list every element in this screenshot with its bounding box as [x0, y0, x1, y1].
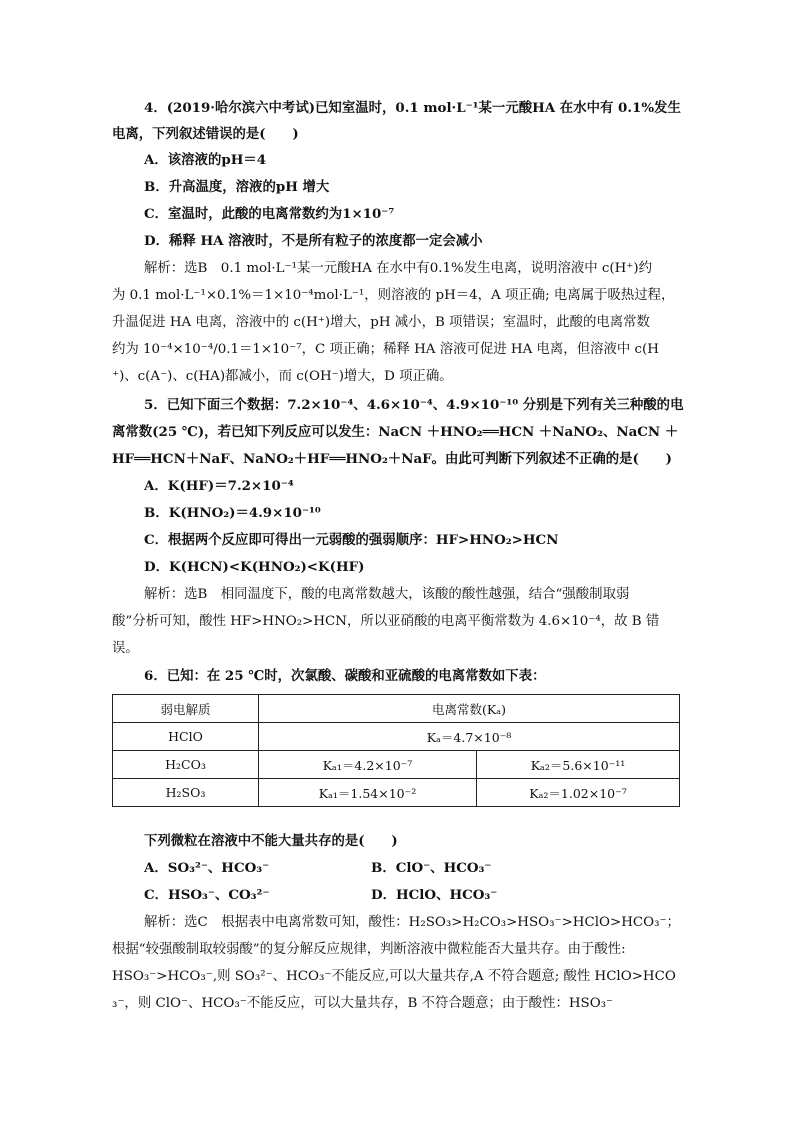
q6-option-a: A．SO₃²⁻、HCO₃⁻: [144, 860, 270, 876]
q5-stem-line1: 5．已知下面三个数据：7.2×10⁻⁴、4.6×10⁻⁴、4.9×10⁻¹⁰ 分别是下列有关三种酸的电: [144, 397, 684, 413]
q5-stem-line3: HF══HCN＋NaF、NaNO₂＋HF══HNO₂＋NaF。由此可判断下列叙述不正确的是( ): [112, 451, 672, 467]
q6-analysis-line2: 根据“较强酸制取较弱酸”的复分解反应规律，判断溶液中微粒能否大量共存。由于酸性:: [112, 942, 626, 957]
q5-option-c: C．根据两个反应即可得出一元弱酸的强弱顺序：HF>HNO₂>HCN: [144, 532, 559, 548]
table-header-cell: 弱电解质: [113, 695, 259, 723]
q6-analysis-line3: HSO₃⁻>HCO₃⁻,则 SO₃²⁻、HCO₃⁻不能反应,可以大量共存,A 不符合题意; 酸性 HClO>HCO: [112, 969, 676, 984]
q4-stem-line2: 电离，下列叙述错误的是( ): [112, 126, 299, 142]
q4-stem-line1: 4．(2019·哈尔滨六中考试)已知室温时，0.1 mol·L⁻¹某一元酸HA 在水中有 0.1%发生: [144, 100, 681, 116]
q6-option-b: B．ClO⁻、HCO₃⁻: [371, 860, 492, 876]
q4-option-b: B．升高温度，溶液的pH 增大: [144, 179, 330, 195]
q6-question: 下列微粒在溶液中不能大量共存的是( ): [144, 833, 398, 849]
table-cell: Kₐ₂＝5.6×10⁻¹¹: [477, 751, 680, 779]
q5-option-d: D．K(HCN)<K(HNO₂)<K(HF): [144, 559, 365, 575]
q4-analysis-line4: 约为 10⁻⁴×10⁻⁴/0.1＝1×10⁻⁷，C 项正确；稀释 HA 溶液可促进 HA 电离，但溶液中 c(H: [112, 342, 659, 357]
q6-analysis-line4: ₃⁻，则 ClO⁻、HCO₃⁻不能反应，可以大量共存，B 不符合题意；由于酸性：HSO₃⁻: [112, 996, 614, 1011]
q4-analysis-line3: 升温促进 HA 电离，溶液中的 c(H⁺)增大，pH 减小，B 项错误；室温时，此酸的电离常数: [112, 315, 650, 330]
q4-option-d: D．稀释 HA 溶液时，不是所有粒子的浓度都一定会减小: [144, 233, 483, 249]
table-cell: Kₐ＝4.7×10⁻⁸: [259, 723, 680, 751]
q4-analysis-line2: 为 0.1 mol·L⁻¹×0.1%＝1×10⁻⁴mol·L⁻¹，则溶液的 pH＝4，A 项正确; 电离属于吸热过程，: [112, 288, 675, 303]
table-cell: Kₐ₂＝1.02×10⁻⁷: [477, 779, 680, 807]
table-cell: HClO: [113, 723, 259, 751]
q5-option-a: A．K(HF)＝7.2×10⁻⁴: [144, 478, 294, 494]
table-cell: H₂CO₃: [113, 751, 259, 779]
q5-option-b: B．K(HNO₂)＝4.9×10⁻¹⁰: [144, 505, 321, 521]
q6-stem: 6．已知：在 25 ℃时，次氯酸、碳酸和亚硫酸的电离常数如下表：: [144, 668, 546, 684]
table-row: [113, 723, 680, 751]
table-cell: Kₐ₁＝1.54×10⁻²: [259, 779, 477, 807]
ionization-constant-table: [112, 694, 680, 807]
q5-analysis-line1: 解析：选B 相同温度下，酸的电离常数越大，该酸的酸性越强，结合“强酸制取弱: [144, 587, 630, 602]
q5-analysis-line3: 误。: [112, 641, 139, 656]
table-header-row: [113, 695, 680, 723]
q6-analysis-line1: 解析：选C 根据表中电离常数可知，酸性：H₂SO₃>H₂CO₃>HSO₃⁻>HClO>HCO₃⁻；: [144, 915, 680, 930]
table-header-cell: 电离常数(Kₐ): [259, 695, 680, 723]
q5-analysis-line2: 酸”分析可知，酸性 HF>HNO₂>HCN，所以亚硝酸的电离平衡常数为 4.6×10⁻⁴，故 B 错: [112, 614, 660, 629]
q4-option-c: C．室温时，此酸的电离常数约为1×10⁻⁷: [144, 206, 395, 222]
q4-analysis-line5: ⁺)、c(A⁻)、c(HA)都减小，而 c(OH⁻)增大，D 项正确。: [112, 369, 453, 384]
q6-option-d: D．HClO、HCO₃⁻: [371, 887, 498, 903]
table-row: [113, 751, 680, 779]
q4-option-a: A．该溶液的pH＝4: [144, 152, 267, 168]
table-cell: Kₐ₁＝4.2×10⁻⁷: [259, 751, 477, 779]
q5-stem-line2: 离常数(25 ℃)，若已知下列反应可以发生：NaCN ＋HNO₂══HCN ＋NaNO₂、NaCN ＋: [112, 424, 679, 440]
table-row: [113, 779, 680, 807]
table-cell: H₂SO₃: [113, 779, 259, 807]
q6-option-c: C．HSO₃⁻、CO₃²⁻: [144, 887, 270, 903]
q4-analysis-line1: 解析：选B 0.1 mol·L⁻¹某一元酸HA 在水中有0.1%发生电离，说明溶液中 c(H⁺)约: [144, 261, 652, 276]
